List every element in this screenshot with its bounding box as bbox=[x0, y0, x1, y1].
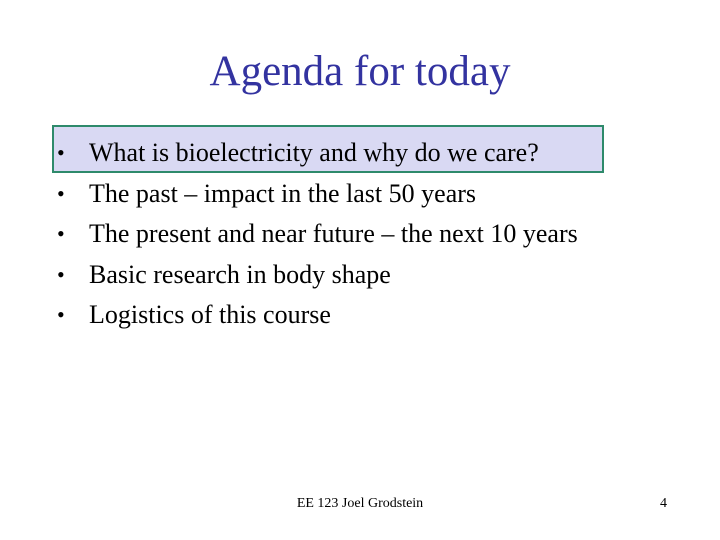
agenda-bullet-list bbox=[0, 133, 720, 336]
bullet-icon: • bbox=[57, 140, 65, 165]
bullet-text: What is bioelectricity and why do we care? bbox=[89, 138, 539, 167]
bullet-text: The past – impact in the last 50 years bbox=[89, 178, 477, 208]
bullet-icon: • bbox=[57, 261, 65, 287]
slide-footer: EE 123 Joel Grodstein bbox=[296, 496, 424, 511]
bullet-text: Logistics of this course bbox=[89, 300, 331, 329]
slide-title: Agenda for today bbox=[209, 48, 511, 95]
list-item bbox=[0, 133, 720, 174]
bullet-text: Basic research in body shape bbox=[89, 259, 391, 289]
list-item bbox=[0, 214, 720, 255]
bullet-icon: • bbox=[57, 180, 65, 206]
bullet-text: The present and near future – the next 10 years bbox=[89, 219, 578, 248]
list-item bbox=[0, 174, 720, 215]
list-item bbox=[0, 255, 720, 296]
list-item bbox=[0, 295, 720, 336]
slide-number: 4 bbox=[660, 496, 667, 511]
bullet-icon: • bbox=[57, 302, 65, 327]
bullet-icon: • bbox=[57, 221, 65, 246]
